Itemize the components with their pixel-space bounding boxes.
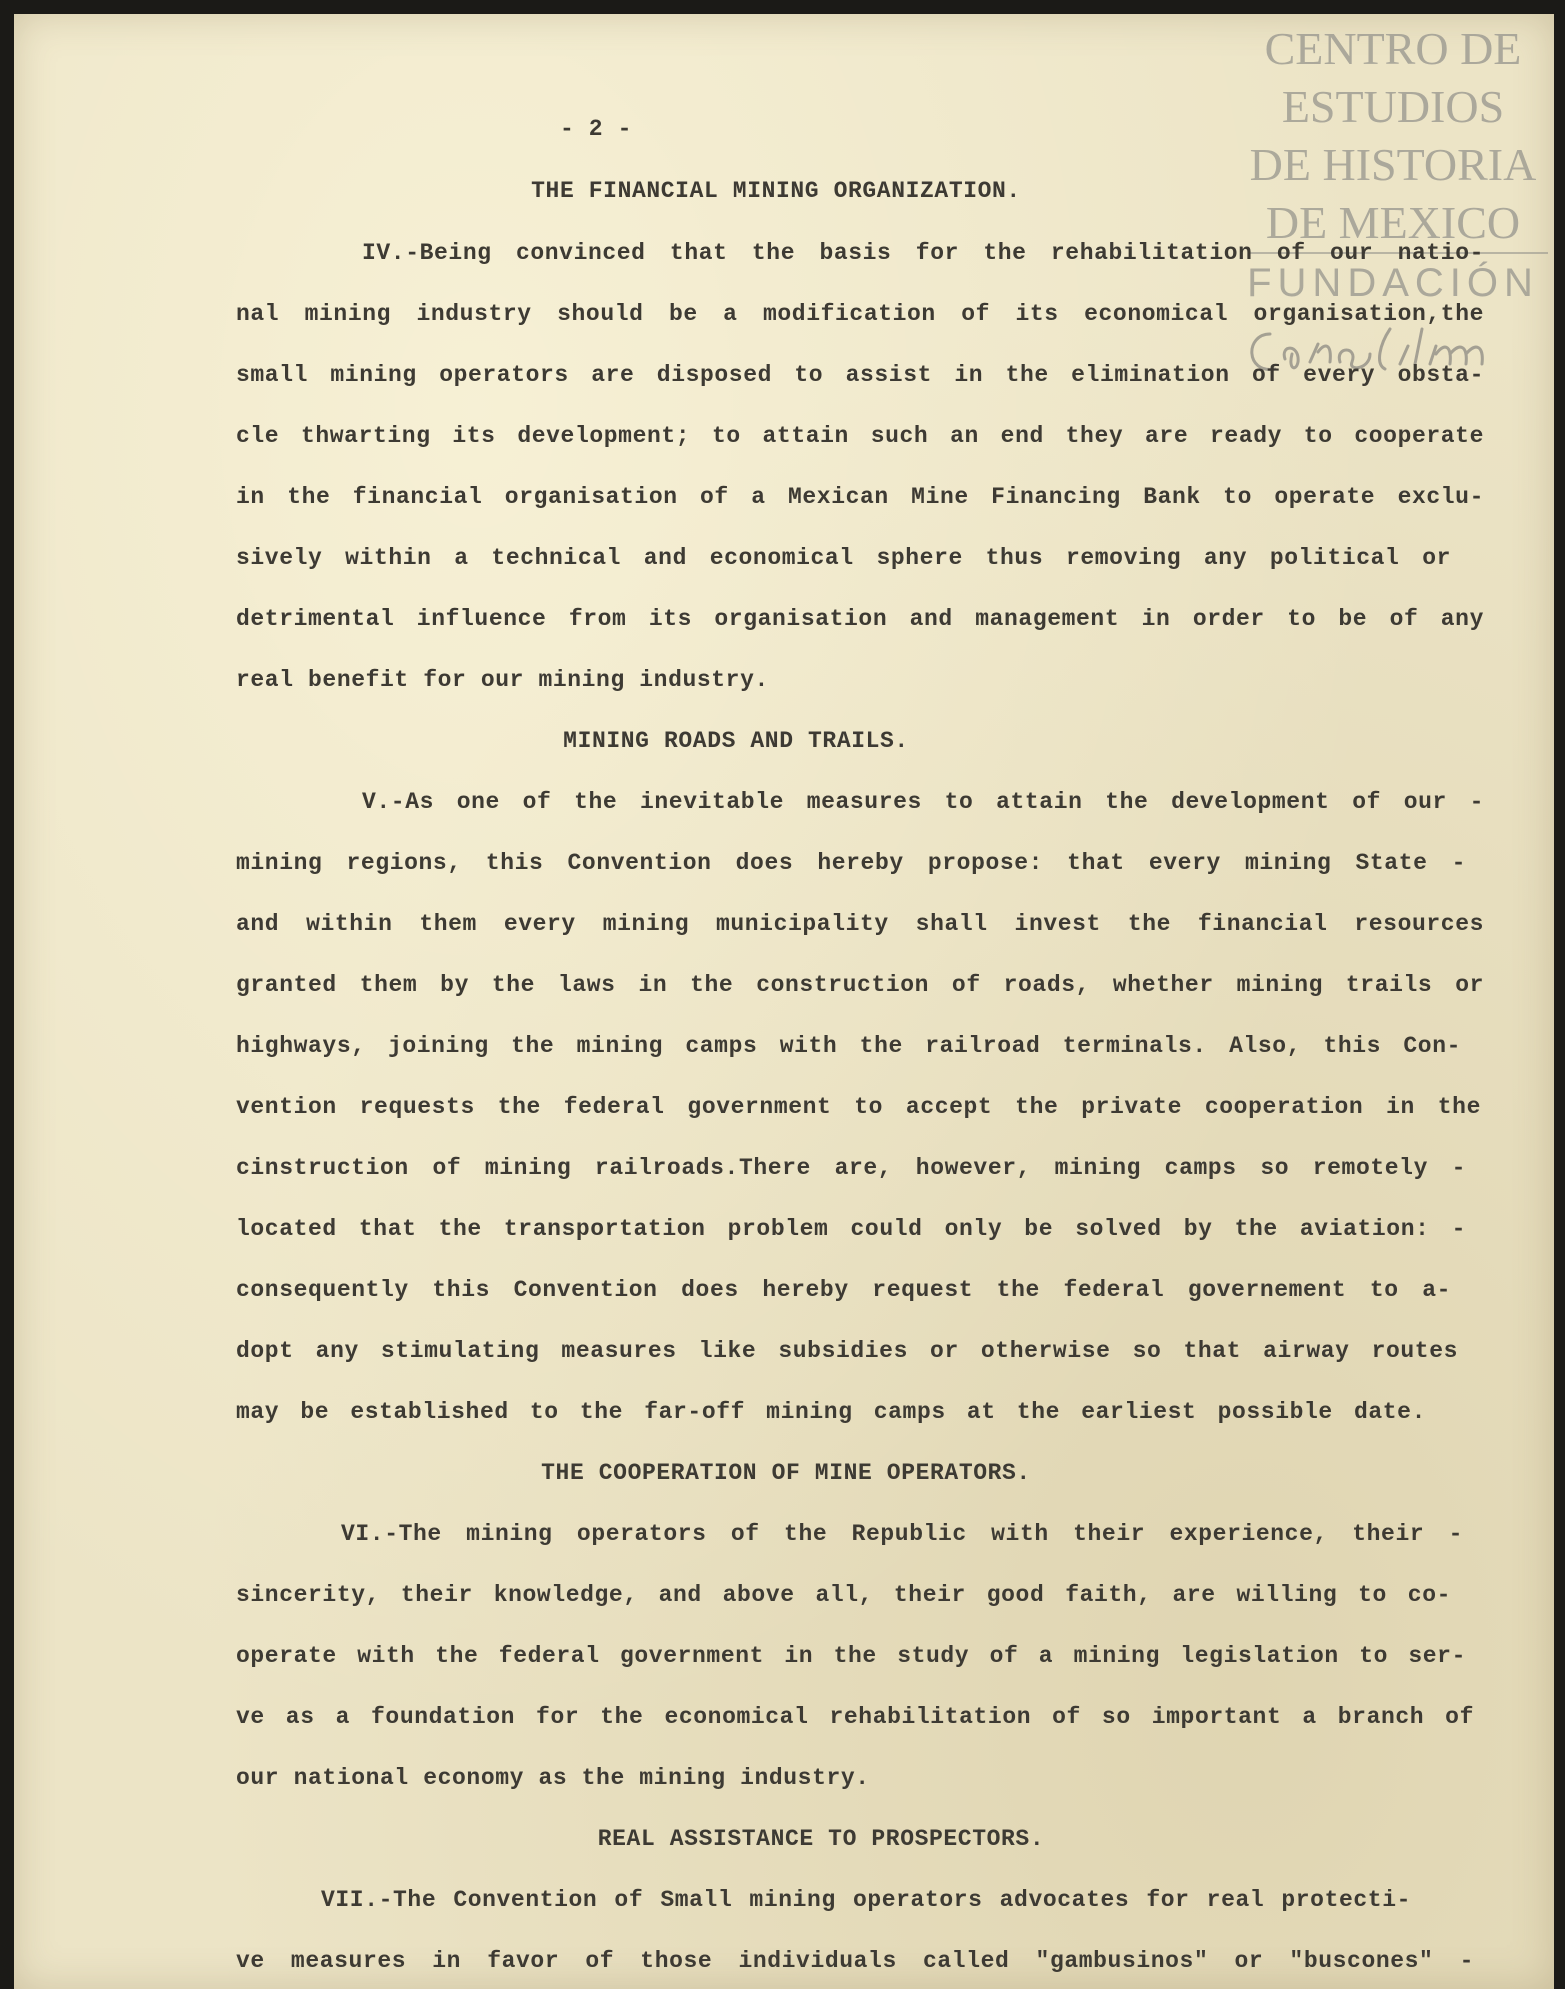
text-line: in the financial organisation of a Mexican Mine Financing Bank to operate exclu-: [236, 484, 1484, 510]
section-heading: MINING ROADS AND TRAILS.: [563, 728, 909, 754]
text-line: located that the transportation problem could only be solved by the aviation: -: [236, 1216, 1466, 1242]
watermark-foundation: FUNDACIÓN: [1247, 261, 1539, 305]
text-line: detrimental influence from its organisation and management in order to be of any: [236, 606, 1484, 632]
text-line: nal mining industry should be a modification of its economical organisation,the: [236, 301, 1484, 327]
section-heading: REAL ASSISTANCE TO PROSPECTORS.: [597, 1826, 1045, 1852]
watermark-line-3: DE HISTORIA: [1249, 139, 1537, 190]
text-line: IV.-Being convinced that the basis for the rehabilitation of our natio-: [362, 240, 1484, 266]
text-line: consequently this Convention does hereby request the federal governement to a-: [236, 1277, 1451, 1303]
text-line: ve measures in favor of those individuals called "gambusinos" or "buscones" -: [236, 1948, 1474, 1974]
text-line: real benefit for our mining industry.: [236, 667, 769, 693]
text-line: may be established to the far-off mining camps at the earliest possible date.: [236, 1399, 1426, 1425]
watermark-line-2: ESTUDIOS: [1281, 81, 1505, 132]
text-line: cle thwarting its development; to attain such an end they are ready to cooperate: [236, 423, 1484, 449]
text-line: VI.-The mining operators of the Republic with their experience, their -: [341, 1521, 1463, 1547]
text-line: mining regions, this Convention does hereby propose: that every mining State -: [236, 850, 1466, 876]
text-line: our national economy as the mining industry.: [236, 1765, 870, 1791]
text-line: vention requests the federal government to accept the private cooperation in the: [236, 1094, 1481, 1120]
text-line: and within them every mining municipality shall invest the financial resources: [236, 911, 1484, 937]
page-number: - 2 -: [559, 116, 632, 142]
watermark-line-1: CENTRO DE: [1264, 23, 1522, 74]
text-line: small mining operators are disposed to assist in the elimination of every obsta-: [236, 362, 1484, 388]
text-line: sively within a technical and economical sphere thus removing any political or: [236, 545, 1451, 571]
text-line: sincerity, their knowledge, and above all, their good faith, are willing to co-: [236, 1582, 1451, 1608]
text-line: V.-As one of the inevitable measures to attain the development of our -: [362, 789, 1484, 815]
text-line: operate with the federal government in the study of a mining legislation to ser-: [236, 1643, 1466, 1669]
text-line: dopt any stimulating measures like subsidies or otherwise so that airway routes: [236, 1338, 1458, 1364]
text-line: granted them by the laws in the construction of roads, whether mining trails or: [236, 972, 1484, 998]
text-line: cinstruction of mining railroads.There are, however, mining camps so remotely -: [236, 1155, 1466, 1181]
section-heading: THE COOPERATION OF MINE OPERATORS.: [541, 1460, 1031, 1486]
section-heading: THE FINANCIAL MINING ORGANIZATION.: [531, 178, 1021, 204]
watermark-line-4: DE MEXICO: [1265, 197, 1521, 248]
text-line: VII.-The Convention of Small mining operators advocates for real protecti-: [321, 1887, 1411, 1913]
text-line: highways, joining the mining camps with the railroad terminals. Also, this Con-: [236, 1033, 1461, 1059]
document-page: [14, 14, 1554, 1989]
text-line: ve as a foundation for the economical rehabilitation of so important a branch of: [236, 1704, 1474, 1730]
